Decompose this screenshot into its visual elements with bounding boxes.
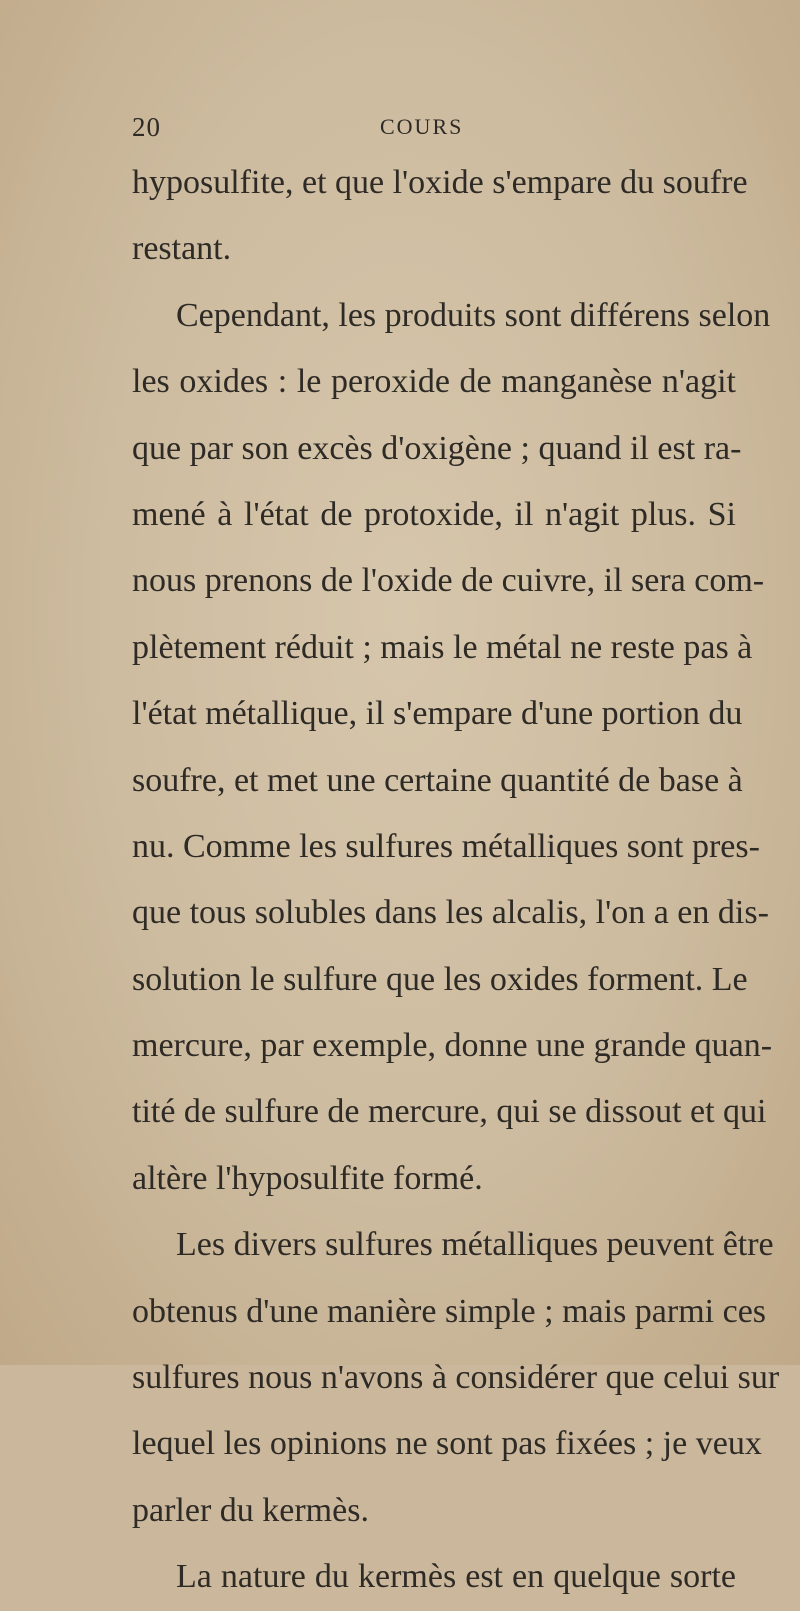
paragraph xyxy=(132,1212,780,1544)
running-head xyxy=(132,112,732,152)
text-line: mené à l'état de protoxide, il n'agit plus. Si xyxy=(132,495,736,533)
running-title: COURS xyxy=(380,114,464,139)
text-line: restant. xyxy=(132,230,232,268)
text-line: les oxides : le peroxide de manganèse n'agit xyxy=(132,363,736,401)
body-text xyxy=(132,150,780,1611)
text-line: plètement réduit ; mais le métal ne reste pas à xyxy=(132,628,753,666)
paragraph xyxy=(132,283,773,1212)
text-line: hyposulfite, et que l'oxide s'empare du soufre xyxy=(132,164,748,201)
text-line: mercure, par exemple, donne une grande quan- xyxy=(132,1027,773,1065)
text-line: parler du kermès. xyxy=(132,1491,369,1529)
text-line: obtenus d'une manière simple ; mais parmi ces xyxy=(132,1292,767,1330)
text-line: tité de sulfure de mercure, qui se dissout et qui xyxy=(132,1093,767,1131)
text-line: Les divers sulfures métalliques peuvent être xyxy=(176,1226,774,1264)
text-line: nous prenons de l'oxide de cuivre, il sera com- xyxy=(132,562,765,600)
text-line: sulfures nous n'avons à considérer que celui sur xyxy=(132,1359,780,1397)
text-line: nu. Comme les sulfures métalliques sont pres- xyxy=(132,827,760,865)
text-line: soufre, et met une certaine quantité de base à xyxy=(132,761,743,799)
text-line: solution le sulfure que les oxides forment. Le xyxy=(132,960,748,998)
text-line: altère l'hyposulfite formé. xyxy=(132,1159,483,1197)
paragraph xyxy=(132,1544,736,1610)
text-line: La nature du kermès est en quelque sorte xyxy=(176,1558,736,1596)
paragraph xyxy=(132,150,748,283)
text-line: que tous solubles dans les alcalis, l'on a en dis- xyxy=(132,894,769,932)
text-line: lequel les opinions ne sont pas fixées ; je veux xyxy=(132,1425,762,1463)
text-line: Cependant, les produits sont différens selon xyxy=(176,296,771,334)
text-line: que par son excès d'oxigène ; quand il est ra- xyxy=(132,429,742,467)
page-number: 20 xyxy=(132,112,161,142)
text-line: l'état métallique, il s'empare d'une portion du xyxy=(132,695,743,733)
